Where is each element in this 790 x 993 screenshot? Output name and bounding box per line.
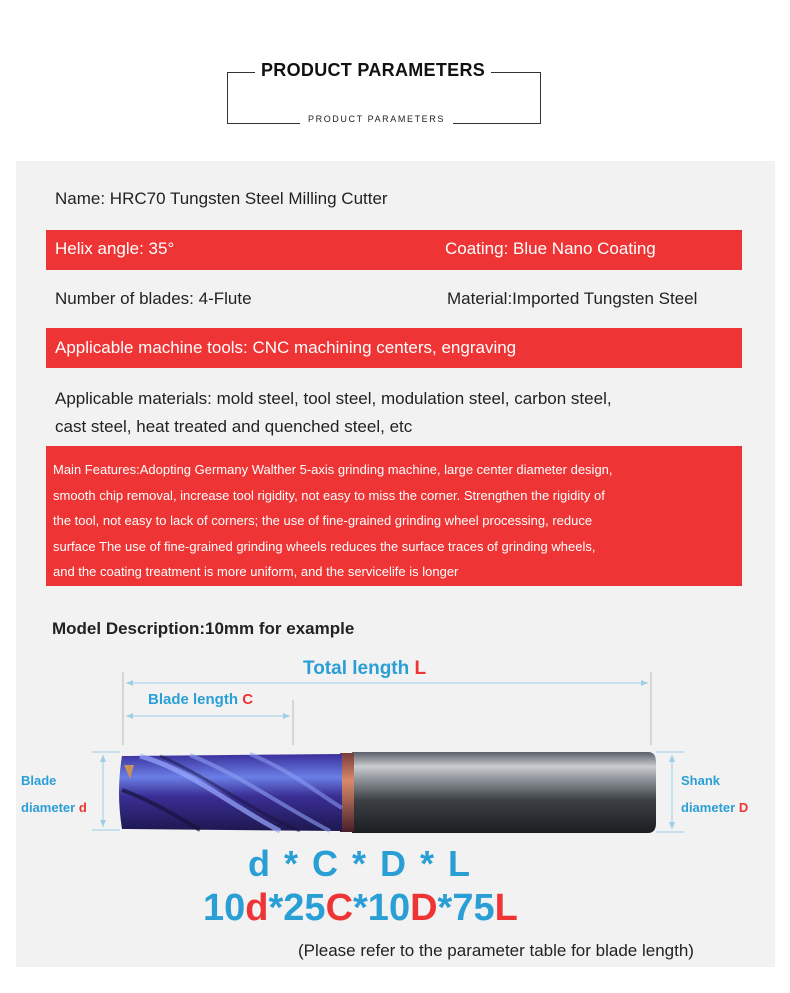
tool-neck-band	[340, 753, 354, 832]
page-title: PRODUCT PARAMETERS	[255, 60, 491, 81]
spec-machine-tools: Applicable machine tools: CNC machining centers, engraving	[55, 338, 517, 357]
spec-materials-line2: cast steel, heat treated and quenched steel, etc	[55, 417, 413, 436]
spec-materials-line1: Applicable materials: mold steel, tool steel, modulation steel, carbon steel,	[55, 389, 612, 408]
shank-diameter-label: Shank diameter D	[681, 773, 749, 815]
features-line: and the coating treatment is more uniform, and the servicelife is longer	[53, 564, 459, 579]
formula-example: 10d*25C*10D*75L	[203, 887, 518, 929]
arrowhead	[100, 755, 106, 762]
arrowhead	[126, 680, 133, 686]
features-line: Main Features:Adopting Germany Walther 5-axis grinding machine, large center diameter design,	[53, 462, 613, 477]
model-description: Model Description:10mm for example	[52, 619, 355, 638]
spec-coating: Coating: Blue Nano Coating	[445, 239, 656, 258]
arrowhead	[641, 680, 648, 686]
page-subtitle: PRODUCT PARAMETERS	[300, 114, 453, 124]
spec-material: Material:Imported Tungsten Steel	[447, 289, 698, 308]
total-length-label: Total length L	[303, 658, 427, 679]
arrowhead	[100, 820, 106, 827]
tool-shank	[352, 752, 656, 833]
arrowhead	[126, 713, 133, 719]
spec-blades: Number of blades: 4-Flute	[55, 289, 252, 308]
features-line: smooth chip removal, increase tool rigidity, not easy to miss the corner. Strengthen the rigidity of	[53, 487, 605, 503]
features-line: the tool, not easy to lack of corners; the use of fine-grained grinding wheel processing, reduce	[53, 513, 593, 528]
arrowhead	[669, 822, 675, 829]
blade-length-label: Blade length C	[148, 691, 254, 708]
spec-helix: Helix angle: 35°	[55, 239, 175, 258]
blade-diameter-label: Blade diameter d	[21, 773, 87, 815]
blade-length-note: (Please refer to the parameter table for blade length)	[298, 941, 694, 960]
formula-symbolic: d * C * D * L	[248, 843, 473, 884]
features-line: surface The use of fine-grained grinding wheels reduces the surface traces of grinding wheels,	[53, 538, 596, 554]
arrowhead	[669, 755, 675, 762]
spec-name: Name: HRC70 Tungsten Steel Milling Cutter	[55, 189, 388, 208]
arrowhead	[283, 713, 290, 719]
